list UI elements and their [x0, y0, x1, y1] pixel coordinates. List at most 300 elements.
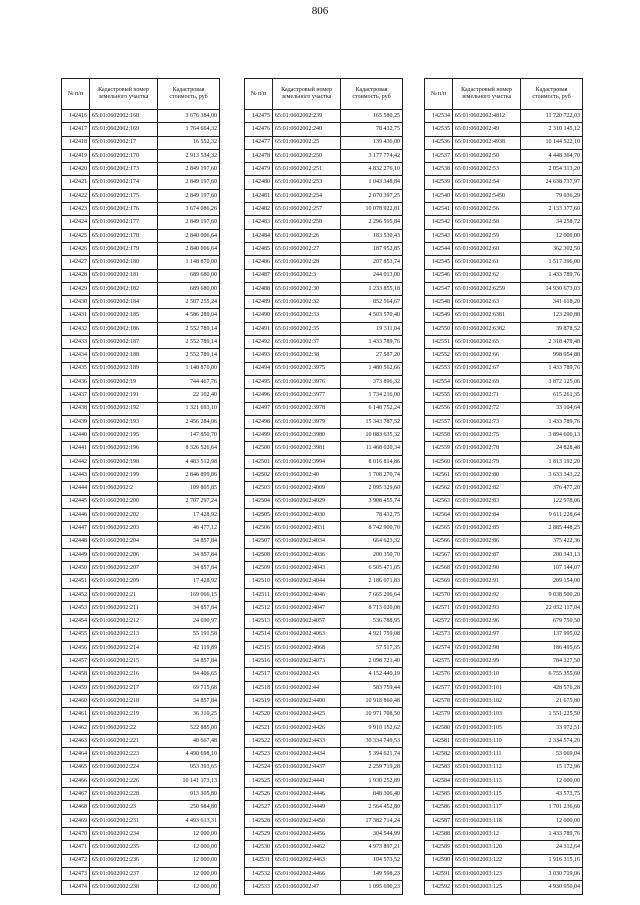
table-row: [62, 562, 220, 575]
cadastral-value: 34 857,84: [158, 601, 220, 614]
cadastral-value: 209 154,00: [521, 575, 583, 588]
cadastral-value: 14 930 673,03: [521, 282, 583, 295]
cadastral-number: 65:01:0602002:258: [273, 216, 341, 229]
cadastral-number: 65:01:0602002:239: [273, 110, 341, 123]
cadastral-number: 65:01:0602002:72: [453, 402, 521, 415]
cadastral-number: 65:01:0602002:63: [453, 296, 521, 309]
cadastral-number: 65:01:0602002:40: [273, 469, 341, 482]
cadastral-number: 65:01:0602003:10: [453, 668, 521, 681]
cadastral-number: 65:01:0602003:123: [453, 867, 521, 880]
table-row: [245, 828, 403, 841]
row-number: 142464: [62, 748, 90, 761]
cadastral-number: 65:01:0602002:98: [453, 641, 521, 654]
row-number: 142527: [245, 801, 273, 814]
cadastral-number: 65:01:0602002:79: [453, 455, 521, 468]
cadastral-number: 65:01:0602002:200: [90, 495, 158, 508]
row-number: 142550: [425, 322, 453, 335]
cadastral-number: 65:01:0602002:21: [90, 588, 158, 601]
table-row: [245, 814, 403, 827]
cadastral-value: 375 422,36: [521, 535, 583, 548]
table-row: [425, 176, 583, 189]
table-row: [62, 548, 220, 561]
row-number: 142502: [245, 469, 273, 482]
table-row: [425, 588, 583, 601]
table-row: [425, 375, 583, 388]
cadastral-number: 65:01:0602002:4450: [273, 814, 341, 827]
row-number: 142511: [245, 588, 273, 601]
row-number: 142506: [245, 522, 273, 535]
table-row: [425, 828, 583, 841]
cadastral-value: 5 394 621,74: [341, 748, 403, 761]
row-number: 142430: [62, 296, 90, 309]
cadastral-value: 6 148 752,24: [341, 402, 403, 415]
row-number: 142561: [425, 469, 453, 482]
cadastral-number: 65:01:0602002:169: [90, 123, 158, 136]
table-row: [62, 867, 220, 880]
table-row: [245, 788, 403, 801]
row-number: 142481: [245, 189, 273, 202]
cadastral-value: 137 995,02: [521, 628, 583, 641]
cadastral-value: 1 517 396,00: [521, 256, 583, 269]
row-number: 142432: [62, 322, 90, 335]
cadastral-value: 10 918 860,48: [341, 695, 403, 708]
row-number: 142541: [425, 203, 453, 216]
cadastral-value: 43 573,75: [521, 788, 583, 801]
cadastral-number: 65:01:0602002:3978: [273, 402, 341, 415]
table-row: [425, 203, 583, 216]
cadastral-number: 65:01:0602002:87: [453, 548, 521, 561]
cadastral-value: 8 713 020,08: [341, 601, 403, 614]
row-number: 142556: [425, 402, 453, 415]
cadastral-value: 2 913 534,32: [158, 149, 220, 162]
cadastral-number: 65:01:0602002:4030: [273, 508, 341, 521]
row-number: 142469: [62, 814, 90, 827]
row-number: 142470: [62, 828, 90, 841]
cadastral-value: 4 921 759,08: [341, 628, 403, 641]
cadastral-value: 2 296 595,84: [341, 216, 403, 229]
row-number: 142578: [425, 695, 453, 708]
row-number: 142554: [425, 375, 453, 388]
cadastral-number: 65:01:0602002:4073: [273, 655, 341, 668]
header-cadastral-number: Кадастровый номер земельного участка: [453, 79, 521, 110]
cadastral-table-left: [61, 78, 220, 895]
row-number: 142420: [62, 163, 90, 176]
row-number: 142488: [245, 282, 273, 295]
cadastral-value: 2 564 452,80: [341, 801, 403, 814]
row-number: 142472: [62, 854, 90, 867]
header-num: № п/п: [62, 79, 90, 110]
table-row: [62, 296, 220, 309]
cadastral-value: 10 971 708,50: [341, 708, 403, 721]
table-row: [245, 176, 403, 189]
row-number: 142508: [245, 548, 273, 561]
cadastral-number: 65:01:0602003:122: [453, 854, 521, 867]
table-header-row: [62, 79, 220, 110]
table-row: [245, 535, 403, 548]
cadastral-value: 186 495,65: [521, 641, 583, 654]
row-number: 142422: [62, 189, 90, 202]
table-row: [425, 814, 583, 827]
row-number: 142542: [425, 216, 453, 229]
cadastral-number: 65:01:0602002:177: [90, 216, 158, 229]
cadastral-number: 65:01:0602002:192: [90, 402, 158, 415]
row-number: 142433: [62, 336, 90, 349]
table-row: [425, 801, 583, 814]
row-number: 142451: [62, 575, 90, 588]
cadastral-value: 689 680,00: [158, 269, 220, 282]
cadastral-value: 3 908 455,74: [341, 495, 403, 508]
cadastral-value: 16 552,32: [158, 136, 220, 149]
table-row: [62, 176, 220, 189]
row-number: 142537: [425, 149, 453, 162]
row-number: 142545: [425, 256, 453, 269]
table-row: [245, 375, 403, 388]
cadastral-value: 34 857,84: [158, 535, 220, 548]
cadastral-number: 65:01:0602002:3994: [273, 455, 341, 468]
cadastral-value: 11 468 020,34: [341, 442, 403, 455]
cadastral-number: 65:01:0602002:186: [90, 322, 158, 335]
row-number: 142483: [245, 216, 273, 229]
table-row: [62, 136, 220, 149]
cadastral-value: 615 261,35: [521, 389, 583, 402]
cadastral-value: 10 078 922,81: [341, 203, 403, 216]
table-row: [62, 149, 220, 162]
table-row: [245, 482, 403, 495]
row-number: 142445: [62, 495, 90, 508]
row-number: 142485: [245, 242, 273, 255]
cadastral-number: 65:01:0602002:253: [273, 176, 341, 189]
row-number: 142436: [62, 375, 90, 388]
cadastral-number: 65:01:0602002:80: [453, 469, 521, 482]
row-number: 142507: [245, 535, 273, 548]
cadastral-number: 65:01:0602002:3: [273, 269, 341, 282]
cadastral-value: 3 030 719,06: [521, 867, 583, 880]
row-number: 142421: [62, 176, 90, 189]
cadastral-value: 3 894 606,13: [521, 429, 583, 442]
cadastral-value: 200 350,70: [341, 548, 403, 561]
table-row: [425, 110, 583, 123]
row-number: 142425: [62, 229, 90, 242]
row-number: 142480: [245, 176, 273, 189]
cadastral-value: 57 517,35: [341, 641, 403, 654]
cadastral-number: 65:01:0602002:50: [453, 149, 521, 162]
cadastral-number: 65:01:0602002:174: [90, 176, 158, 189]
table-row: [245, 336, 403, 349]
table-row: [245, 349, 403, 362]
row-number: 142591: [425, 867, 453, 880]
cadastral-number: 65:01:0602002:26: [273, 229, 341, 242]
table-row: [62, 588, 220, 601]
row-number: 142533: [245, 881, 273, 894]
cadastral-number: 65:01:0602003:111: [453, 748, 521, 761]
cadastral-value: 9 910 152,62: [341, 721, 403, 734]
row-number: 142501: [245, 455, 273, 468]
cadastral-value: 1 433 789,76: [521, 362, 583, 375]
cadastral-value: 69 715,68: [158, 681, 220, 694]
table-row: [62, 668, 220, 681]
cadastral-number: 65:01:0602002:4029: [273, 495, 341, 508]
cadastral-value: 1 148 870,00: [158, 362, 220, 375]
table-row: [425, 628, 583, 641]
table-row: [62, 415, 220, 428]
cadastral-value: 376 477,20: [521, 482, 583, 495]
cadastral-number: 65:01:0602002:168: [90, 110, 158, 123]
table-row: [62, 814, 220, 827]
row-number: 142576: [425, 668, 453, 681]
row-number: 142562: [425, 482, 453, 495]
row-number: 142534: [425, 110, 453, 123]
row-number: 142474: [62, 881, 90, 894]
cadastral-number: 65:01:0602002:93: [453, 601, 521, 614]
cadastral-number: 65:01:0602002:212: [90, 615, 158, 628]
cadastral-value: 679 750,50: [521, 615, 583, 628]
cadastral-value: 1 551 225,50: [521, 708, 583, 721]
cadastral-number: 65:01:0602002:5450: [453, 189, 521, 202]
table-row: [245, 136, 403, 149]
cadastral-value: 2 098 721,40: [341, 655, 403, 668]
table-row: [245, 601, 403, 614]
cadastral-value: 6 755 355,60: [521, 668, 583, 681]
row-number: 142426: [62, 242, 90, 255]
cadastral-value: 9 038 500,20: [521, 588, 583, 601]
row-number: 142486: [245, 256, 273, 269]
header-num: № п/п: [245, 79, 273, 110]
table-row: [62, 801, 220, 814]
cadastral-number: 65:01:0602002:4057: [273, 615, 341, 628]
row-number: 142558: [425, 429, 453, 442]
row-number: 142574: [425, 641, 453, 654]
cadastral-value: 2 885 448,25: [521, 522, 583, 535]
cadastral-value: 1 433 789,76: [341, 336, 403, 349]
table-row: [425, 123, 583, 136]
cadastral-value: 122 978,06: [521, 495, 583, 508]
cadastral-value: 4 973 897,21: [341, 841, 403, 854]
table-row: [425, 641, 583, 654]
cadastral-number: 65:01:0602002:199: [90, 469, 158, 482]
cadastral-value: 2 259 719,28: [341, 761, 403, 774]
cadastral-value: 2 334 574,20: [521, 734, 583, 747]
cadastral-value: 2 318 479,48: [521, 336, 583, 349]
table-row: [62, 189, 220, 202]
row-number: 142465: [62, 761, 90, 774]
cadastral-number: 65:01:0602002:37: [273, 336, 341, 349]
cadastral-number: 65:01:0602002:4437: [273, 761, 341, 774]
row-number: 142575: [425, 655, 453, 668]
cadastral-value: 2 707 297,24: [158, 495, 220, 508]
table-row: [425, 455, 583, 468]
row-number: 142555: [425, 389, 453, 402]
table-row: [245, 748, 403, 761]
cadastral-value: 78 432,75: [341, 508, 403, 521]
cadastral-value: 19 311,04: [341, 322, 403, 335]
row-number: 142471: [62, 841, 90, 854]
table-row: [245, 734, 403, 747]
row-number: 142513: [245, 615, 273, 628]
cadastral-number: 65:01:0602002:65: [453, 336, 521, 349]
row-number: 142520: [245, 708, 273, 721]
cadastral-value: 30 334 749,53: [341, 734, 403, 747]
cadastral-number: 65:01:0602002:4466: [273, 867, 341, 880]
cadastral-value: 3 872 125,06: [521, 375, 583, 388]
row-number: 142580: [425, 721, 453, 734]
cadastral-value: 784 327,50: [521, 655, 583, 668]
row-number: 142456: [62, 641, 90, 654]
cadastral-number: 65:01:0602002:78: [453, 442, 521, 455]
cadastral-value: 17 428,92: [158, 575, 220, 588]
cadastral-number: 65:01:0602002:193: [90, 415, 158, 428]
cadastral-number: 65:01:0602002:75: [453, 429, 521, 442]
cadastral-value: 2 186 071,83: [341, 575, 403, 588]
table-row: [425, 429, 583, 442]
row-number: 142446: [62, 508, 90, 521]
cadastral-number: 65:01:0602002:181: [90, 269, 158, 282]
row-number: 142440: [62, 429, 90, 442]
table-row: [425, 469, 583, 482]
cadastral-number: 65:01:0602002:4456: [273, 828, 341, 841]
cadastral-value: 1 095 690,23: [341, 881, 403, 894]
cadastral-number: 65:01:0602002:4446: [273, 788, 341, 801]
table-row: [425, 615, 583, 628]
row-number: 142568: [425, 562, 453, 575]
table-row: [245, 469, 403, 482]
row-number: 142531: [245, 854, 273, 867]
row-number: 142418: [62, 136, 90, 149]
cadastral-value: 165 580,25: [341, 110, 403, 123]
cadastral-value: 1 480 562,66: [341, 362, 403, 375]
row-number: 142539: [425, 176, 453, 189]
cadastral-number: 65:01:0602002:44: [273, 681, 341, 694]
cadastral-value: 12 000,00: [158, 828, 220, 841]
cadastral-number: 65:01:0602002:47: [273, 881, 341, 894]
cadastral-number: 65:01:0602002:4031: [273, 522, 341, 535]
row-number: 142589: [425, 841, 453, 854]
cadastral-value: 913 305,80: [158, 788, 220, 801]
row-number: 142438: [62, 402, 90, 415]
cadastral-value: 34 857,84: [158, 655, 220, 668]
cadastral-number: 65:01:0602002:6382: [453, 322, 521, 335]
table-row: [425, 216, 583, 229]
cadastral-number: 65:01:0602002:35: [273, 322, 341, 335]
cadastral-value: 1 433 789,76: [521, 415, 583, 428]
row-number: 142566: [425, 535, 453, 548]
cadastral-value: 22 102,40: [158, 389, 220, 402]
cadastral-number: 65:01:0602002:176: [90, 203, 158, 216]
cadastral-value: 3 177 774,42: [341, 149, 403, 162]
cadastral-value: 55 191,58: [158, 628, 220, 641]
table-row: [245, 575, 403, 588]
cadastral-number: 65:01:0602002:19: [90, 375, 158, 388]
cadastral-value: 3 676 384,00: [158, 110, 220, 123]
row-number: 142525: [245, 774, 273, 787]
cadastral-value: 4 832 276,10: [341, 163, 403, 176]
cadastral-number: 65:01:0602002:49: [453, 123, 521, 136]
row-number: 142523: [245, 748, 273, 761]
cadastral-number: 65:01:0602002:4462: [273, 841, 341, 854]
table-row: [425, 881, 583, 894]
cadastral-number: 65:01:0602002:182: [90, 282, 158, 295]
cadastral-value: 428 576,28: [521, 681, 583, 694]
table-row: [425, 655, 583, 668]
cadastral-number: 65:01:0602002:257: [273, 203, 341, 216]
row-number: 142567: [425, 548, 453, 561]
table-row: [62, 881, 220, 894]
cadastral-value: 15 172,96: [521, 761, 583, 774]
cadastral-number: 65:01:0602002:96: [453, 615, 521, 628]
cadastral-value: 107 144,07: [521, 562, 583, 575]
cadastral-value: 123 290,88: [521, 309, 583, 322]
cadastral-number: 65:01:0602002:23: [90, 801, 158, 814]
row-number: 142510: [245, 575, 273, 588]
row-number: 142487: [245, 269, 273, 282]
cadastral-value: 2 849 197,60: [158, 163, 220, 176]
cadastral-value: 2 840 006,64: [158, 242, 220, 255]
table-row: [245, 163, 403, 176]
cadastral-number: 65:01:0602002:175: [90, 189, 158, 202]
cadastral-number: 65:01:0602003:12: [453, 828, 521, 841]
cadastral-number: 65:01:0602002:4036: [273, 548, 341, 561]
cadastral-value: 109 805,85: [158, 482, 220, 495]
table-row: [425, 309, 583, 322]
cadastral-table-middle: [244, 78, 403, 895]
table-row: [245, 455, 403, 468]
cadastral-value: 373 896,32: [341, 375, 403, 388]
row-number: 142546: [425, 269, 453, 282]
cadastral-value: 953 393,65: [158, 761, 220, 774]
cadastral-value: 2 552 789,14: [158, 322, 220, 335]
cadastral-value: 1 708 270,74: [341, 469, 403, 482]
table-row: [62, 734, 220, 747]
table-row: [62, 362, 220, 375]
cadastral-number: 65:01:0602002:219: [90, 708, 158, 721]
cadastral-number: 65:01:0602002:82: [453, 482, 521, 495]
row-number: 142453: [62, 601, 90, 614]
cadastral-value: 1 433 789,76: [521, 269, 583, 282]
cadastral-number: 65:01:0602002:3981: [273, 442, 341, 455]
cadastral-value: 78 432,75: [341, 123, 403, 136]
cadastral-value: 27 587,20: [341, 349, 403, 362]
header-value: Кадастровая стоимость, руб: [158, 79, 220, 110]
table-row: [62, 322, 220, 335]
cadastral-number: 65:01:0602002:4425: [273, 708, 341, 721]
row-number: 142524: [245, 761, 273, 774]
cadastral-number: 65:01:0602003:102: [453, 695, 521, 708]
cadastral-number: 65:01:0602002:173: [90, 163, 158, 176]
cadastral-value: 1 043 348,84: [341, 176, 403, 189]
cadastral-number: 65:01:0602002:240: [273, 123, 341, 136]
cadastral-value: 10 144 522,10: [521, 136, 583, 149]
cadastral-value: 12 000,00: [158, 854, 220, 867]
table-row: [245, 429, 403, 442]
table-row: [62, 681, 220, 694]
table-row: [425, 508, 583, 521]
cadastral-number: 65:01:0602003:101: [453, 681, 521, 694]
cadastral-value: 4 586 289,04: [158, 309, 220, 322]
row-number: 142449: [62, 548, 90, 561]
table-row: [425, 349, 583, 362]
cadastral-number: 65:01:0602002:223: [90, 748, 158, 761]
cadastral-value: 8 016 814,86: [341, 455, 403, 468]
row-number: 142478: [245, 149, 273, 162]
row-number: 142530: [245, 841, 273, 854]
table-row: [425, 269, 583, 282]
cadastral-value: 3 633 343,22: [521, 469, 583, 482]
table-row: [425, 495, 583, 508]
table-row: [425, 522, 583, 535]
table-row: [245, 309, 403, 322]
table-row: [245, 402, 403, 415]
cadastral-value: 169 066,15: [158, 588, 220, 601]
header-value: Кадастровая стоимость, руб: [521, 79, 583, 110]
